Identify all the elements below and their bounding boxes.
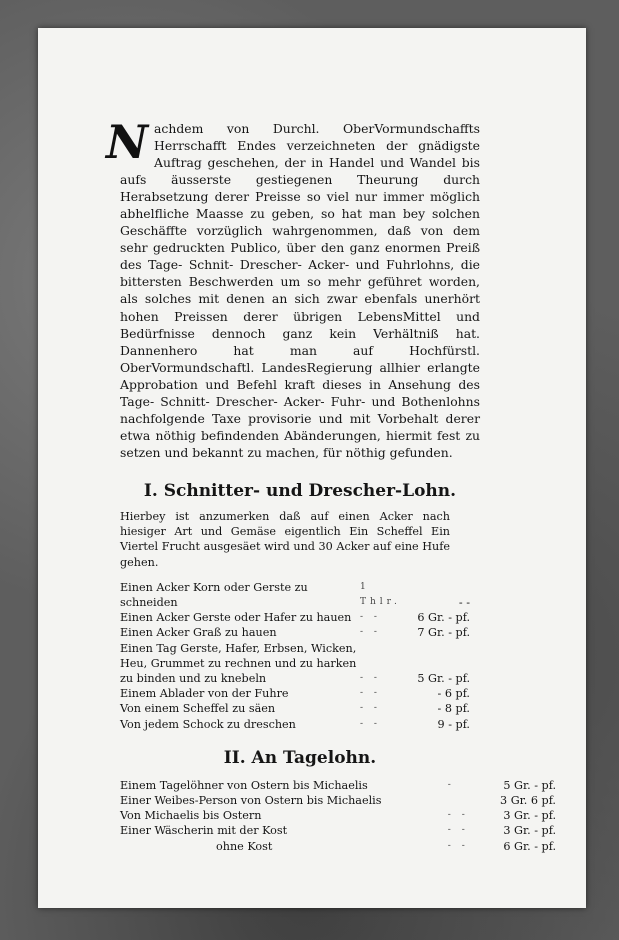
rate-amount: - 8 pf. [437,702,470,716]
rate-leader: - [447,779,455,790]
rate-leader: - - [360,718,381,729]
rate-amount: 3 Gr. - pf. [503,824,556,838]
section-1-rates-table [120,580,470,732]
table-row [120,625,470,640]
rate-amount: 3 Gr. - pf. [503,809,556,823]
rate-leader: - - [447,810,469,821]
rate-leader [448,793,494,808]
rate-amount: 7 Gr. - pf. [417,626,470,640]
table-row [120,808,556,823]
rate-description: Von einem Scheffel zu säen [120,702,276,716]
table-row [120,701,470,716]
section-1-note: Hierbey ist anzumerken daß auf einen Acker nach hiesiger Art und Gemäse eigentlich Ein Scheffel Ein Viertel Frucht ausgesäet wird und 30 Acker auf eine Hufe gehen. [120,509,450,569]
rate-leader: - - [447,825,469,836]
table-row [120,580,470,610]
rate-leader: 1 Thlr. [360,581,401,607]
table-row [120,778,556,793]
intro-paragraph [106,115,480,461]
rate-amount: 6 Gr. - pf. [417,611,470,625]
rate-amount: 6 Gr. - pf. [503,839,556,853]
rate-description: Einer Weibes-Person von Ostern bis Michaelis [120,793,382,807]
rate-description: Einen Acker Gerste oder Hafer zu hauen [120,611,352,625]
rate-amount: 5 Gr. - pf. [503,778,556,792]
rate-amount: 3 Gr. 6 pf. [500,793,556,807]
rate-description: Von Michaelis bis Ostern [120,809,262,823]
section-1-title: I. Schnitter- und Drescher-Lohn. [143,480,457,501]
table-row [120,793,556,808]
rate-description: Einem Tagelöhner von Ostern bis Michaelis [120,778,368,792]
rate-amount: 9 - pf. [437,717,470,731]
rate-description: ohne Kost [216,839,273,853]
table-row [120,641,470,687]
rate-leader: - - [360,688,381,699]
rate-description: Einen Tag Gerste, Hafer, Erbsen, Wicken, Heu, Grummet zu rechnen und zu harken zu binden und zu knebeln [120,641,357,685]
rate-leader: - - [360,612,381,623]
section-2-rates-table [120,778,556,854]
rate-description: Einem Ablader von der Fuhre [120,687,289,701]
rate-description: Einer Wäscherin mit der Kost [120,824,288,838]
section-2-title: II. An Tagelohn. [223,747,377,768]
rate-leader: - - [360,627,381,638]
intro-text: achdem von Durchl. OberVormundschaffts Herrschafft Endes verzeichneten der gnädigste Auftrag geschehen, der in Handel und Wandel bis aufs äusserste gestiegenen Theurung durch Herabsetzung derer Preisse so viel nur immer möglich abhelfliche Maasse zu geben, so hat man bey solchen Geschäffte vorzüglich wahrgenommen, daß von dem sehr gedruckten Publico, über den ganz enormen Preiß des Tage- Schnit- Drescher- Acker- und Fuhrlohns, die bittersten Beschwerden um so mehr geführet worden, als solches mit denen an sich zwar ebenfals unerhört hohen Preissen derer übrigen LebensMittel und Bedürfnisse dennoch ganz kein Verhältniß hat. Dannenhero hat man auf Hochfürstl. OberVormundschaftl. LandesRegierung allhier erlangte Approbation und Befehl kraft dieses in Ansehung des Tage- Schnitt- Drescher- Acker- Fuhr- und Bothenlohns nachfolgende Taxe provisorie und mit Vorbehalt derer etwa nöthig befindenden Abänderungen, hiermit fest zu setzen und bekannt zu machen, für nöthig gefunden. [120,121,480,460]
rate-amount: - - [458,595,470,609]
table-row [120,717,470,732]
rate-amount: - 6 pf. [437,687,470,701]
table-row [120,823,556,838]
rate-description: Einen Acker Korn oder Gerste zu schneiden [120,580,308,609]
table-row [120,610,470,625]
rate-leader: - - [360,703,381,714]
rate-description: Von jedem Schock zu dreschen [120,717,296,731]
rate-description: Einen Acker Graß zu hauen [120,626,277,640]
table-row [120,686,470,701]
rate-leader: - - [447,840,469,851]
rate-amount: 5 Gr. - pf. [417,671,470,685]
rate-leader: - - [360,672,381,683]
table-row [120,839,556,854]
drop-cap-initial: N [106,115,149,169]
document-page [38,28,586,908]
